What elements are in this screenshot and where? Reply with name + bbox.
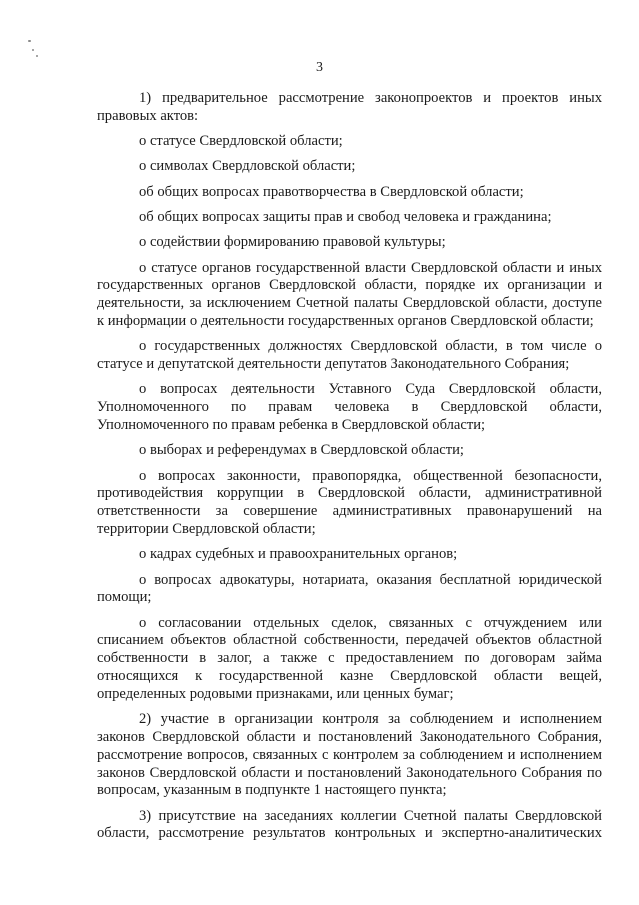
paragraph-status: о статусе Свердловской области;	[139, 133, 343, 150]
paragraph-item-2: 2) участие в организации контроля за соблюдением и исполнением законов Свердловской области и постановлений Законодательного Собрания, рассмотрение вопросов, связанных с контролем за соблюдением и исполнением законов Свердловской области и постановлений Законодательного Собрания по вопросам, указанным в подпункте 1 настоящего пункта;	[97, 711, 602, 799]
paragraph-elections: о выборах и референдумах в Свердловской области;	[139, 442, 464, 459]
document-body	[97, 90, 602, 843]
scan-mark	[32, 49, 34, 51]
page-number: 3	[316, 60, 323, 75]
paragraph-legality: о вопросах законности, правопорядка, общественной безопасности, противодействия коррупции в Свердловской области, административной ответственности за совершение административных правонарушений на территории Свердловской области;	[97, 467, 602, 537]
scan-mark	[28, 40, 31, 42]
paragraph-state-positions: о государственных должностях Свердловской области, в том числе о статусе и депутатской деятельности депутатов Законодательного Собрания;	[97, 338, 602, 373]
paragraph-personnel: о кадрах судебных и правоохранительных органов;	[139, 546, 458, 563]
scan-mark	[36, 55, 38, 57]
paragraph-advocacy: о вопросах адвокатуры, нотариата, оказания бесплатной юридической помощи;	[97, 571, 602, 606]
paragraph-rights: об общих вопросах защиты прав и свобод человека и гражданина;	[139, 208, 552, 225]
paragraph-state-bodies: о статусе органов государственной власти Свердловской области и иных государственных органов Свердловской области, порядке их организации и деятельности, за исключением Счетной палаты Свердловской области, доступе к информации о деятельности государственных органов Свердловской области;	[97, 259, 602, 329]
paragraph-charter-court: о вопросах деятельности Уставного Суда Свердловской области, Уполномоченного по правам человека в Свердловской области, Уполномоченного по правам ребенка в Свердловской области;	[97, 381, 602, 433]
paragraph-item-1: 1) предварительное рассмотрение законопроектов и проектов иных правовых актов:	[97, 90, 602, 124]
paragraph-transactions: о согласовании отдельных сделок, связанных с отчуждением или списанием объектов областной собственности, передачей объектов областной собственности в залог, а также с предоставлением по договорам займа относящихся к государственной казне Свердловской области вещей, определенных родовыми признаками, или ценных бумаг;	[97, 614, 602, 702]
paragraph-item-3: 3) присутствие на заседаниях коллегии Счетной палаты Свердловской области, рассмотрение результатов контрольных и экспертно-аналитических	[97, 807, 602, 842]
paragraph-legal-culture: о содействии формированию правовой культуры;	[139, 234, 446, 251]
paragraph-lawmaking: об общих вопросах правотворчества в Свердловской области;	[139, 183, 524, 200]
paragraph-symbols: о символах Свердловской области;	[139, 158, 356, 175]
